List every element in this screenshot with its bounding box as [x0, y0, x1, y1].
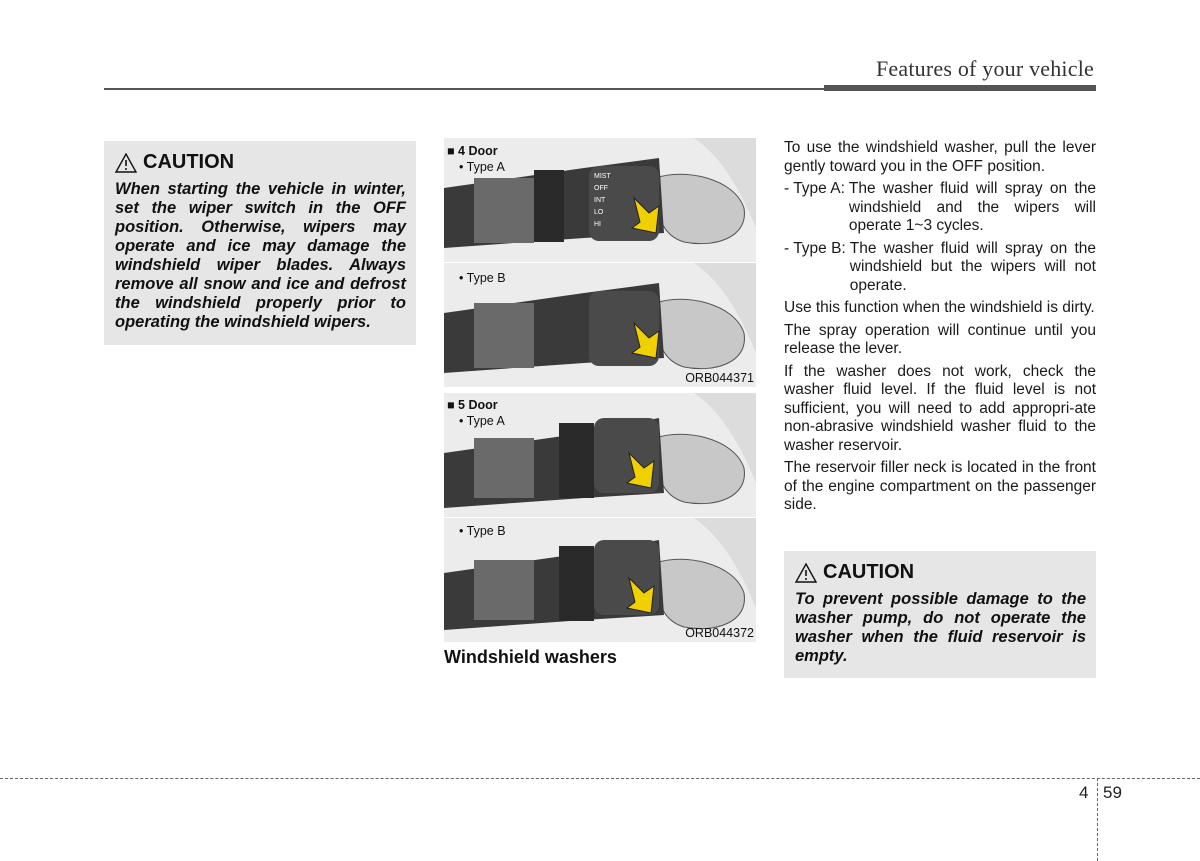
body-intro: To use the windshield washer, pull the lever gently toward you in the OFF position. [784, 139, 1096, 175]
stalk-int-text: INT [594, 197, 606, 204]
caution-box-winter [104, 141, 416, 345]
figure-group-label: ■ 4 Door [447, 144, 498, 158]
figure-group-label: ■ 5 Door [447, 398, 498, 412]
figure-5door-type-b [444, 518, 756, 642]
figure-caption: Windshield washers [444, 647, 617, 667]
stalk-off-text: OFF [594, 185, 608, 192]
caution-box-washer-pump [784, 551, 1096, 678]
figure-type-label: • Type A [459, 414, 505, 428]
type-list-item [784, 180, 1096, 236]
body-paragraph: If the washer does not work, check the washer fluid level. If the fluid level is not sufficient, you will need to add appropri-ate non-abrasive windshield washer fluid to the washer reservoir. [784, 362, 1096, 454]
footer-rule [0, 778, 1200, 779]
stalk-hi-text: HI [594, 221, 601, 228]
caution-heading [795, 561, 1086, 584]
type-description: The washer fluid will spray on the windshield and the wipers will operate 1~3 cycles. [848, 180, 1096, 234]
stalk-mist-text: MIST [594, 173, 611, 180]
warning-triangle-icon [115, 153, 137, 173]
body-paragraph: The spray operation will continue until you release the lever. [784, 321, 1096, 357]
body-paragraph: Use this function when the windshield is dirty. [784, 299, 1095, 316]
figure-4door-type-a [444, 138, 756, 262]
caution-text: When starting the vehicle in winter, set the wiper switch in the OFF position. Otherwise, wipers may operate and ice may damage the windshield wiper blades. Always remove all snow and ice and defrost the windshield properly prior to operating the windshield wipers. [115, 180, 406, 331]
figure-type-label: • Type B [459, 271, 506, 285]
type-list-item [784, 240, 1096, 296]
chapter-number: 4 [1079, 783, 1089, 802]
caution-text: To prevent possible damage to the washer pump, do not operate the washer when the fluid reservoir is empty. [795, 590, 1086, 665]
figure-code: ORB044372 [685, 626, 754, 640]
warning-triangle-icon [795, 563, 817, 583]
header-rule-accent [824, 85, 1096, 91]
type-key: - Type A: [784, 180, 845, 197]
body-paragraph: The reservoir filler neck is located in the front of the engine compartment on the passenger side. [784, 459, 1096, 513]
type-description: The washer fluid will spray on the windshield but the wipers will not operate. [849, 239, 1096, 294]
figure-type-label: • Type B [459, 524, 506, 538]
figure-type-label: • Type A [459, 160, 505, 174]
caution-heading [115, 151, 406, 174]
page-header-title: Features of your vehicle [875, 56, 1094, 81]
footer-divider [1097, 778, 1098, 861]
page-number: 59 [1103, 783, 1122, 802]
header-rule [104, 88, 824, 90]
caution-heading-text: CAUTION [143, 151, 235, 173]
body-text-column [784, 139, 1096, 519]
caution-heading-text: CAUTION [823, 561, 915, 583]
stalk-lo-text: LO [594, 209, 604, 216]
figure-5door-type-a [444, 393, 756, 517]
type-key: - Type B: [784, 239, 846, 257]
figure-4door-type-b [444, 263, 756, 387]
figure-code: ORB044371 [685, 371, 754, 385]
